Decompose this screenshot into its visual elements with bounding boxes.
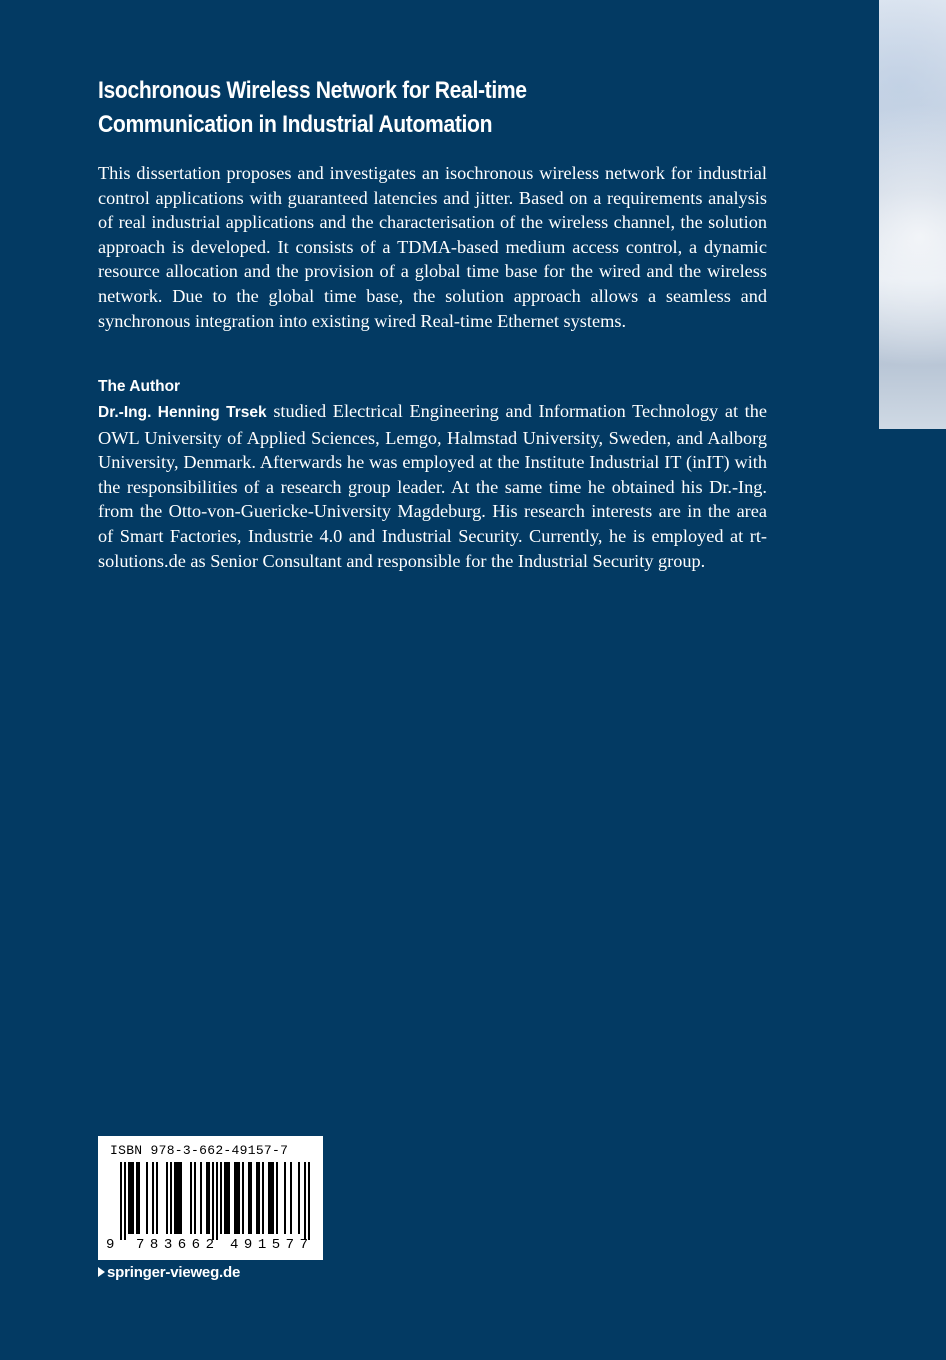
barcode-bar — [216, 1162, 218, 1240]
barcode-bar — [268, 1162, 270, 1234]
publisher-link[interactable] — [98, 1264, 240, 1281]
barcode-bar — [132, 1162, 134, 1234]
abstract-paragraph: This dissertation proposes and investigates an isochronous wireless network for industrial control applications with guaranteed latencies and jitter. Based on a requirements analysis of real industrial applications and the characterisation of the wireless channel, the solution approach is developed. It consists of a TDMA-based medium access control, a dynamic resource allocation and the provision of a global time base for the wired and the wireless network. Due to the global time base, the solution approach allows a seamless and synchronous integration into existing wired Real-time Ethernet systems. — [98, 163, 767, 331]
barcode-bar — [248, 1162, 250, 1234]
barcode-bar — [304, 1162, 306, 1240]
publisher-url: springer-vieweg.de — [107, 1264, 241, 1281]
barcode-bar — [124, 1162, 126, 1240]
barcode-bar — [220, 1162, 222, 1234]
barcode-bar — [138, 1162, 140, 1234]
barcode-bar — [234, 1162, 236, 1234]
barcode-bar — [152, 1162, 154, 1234]
barcode-bar — [226, 1162, 228, 1234]
barcode-bar — [238, 1162, 240, 1234]
barcode-bar — [174, 1162, 176, 1234]
barcode-bar — [128, 1162, 130, 1234]
book-title-line-2: Communication in Industrial Automation — [98, 111, 493, 138]
book-title-line-1: Isochronous Wireless Network for Real-time — [98, 77, 527, 104]
barcode-bar — [208, 1162, 210, 1234]
barcode-bar — [130, 1162, 132, 1234]
barcode-bar — [200, 1162, 202, 1234]
barcode-bar — [176, 1162, 178, 1234]
isbn-barcode — [98, 1136, 323, 1260]
barcode-bar — [236, 1162, 238, 1234]
barcode-bar — [290, 1162, 292, 1234]
barcode-bar — [166, 1162, 168, 1234]
barcode-bar — [212, 1162, 214, 1240]
barcode-bar — [156, 1162, 158, 1234]
barcode-bar — [206, 1162, 208, 1234]
barcode-bar — [258, 1162, 260, 1234]
barcode-bar — [298, 1162, 300, 1234]
barcode-right-digits: 491577 — [230, 1237, 308, 1253]
author-bio-paragraph — [98, 399, 767, 573]
barcode-bar — [262, 1162, 264, 1234]
barcode-bar — [250, 1162, 252, 1234]
barcode-bar — [170, 1162, 172, 1234]
barcode-bar — [120, 1162, 122, 1240]
author-name: Dr.-Ing. Henning Trsek — [98, 404, 267, 421]
barcode-bar — [136, 1162, 138, 1234]
barcode-bar — [180, 1162, 182, 1234]
barcode-first-digit: 9 — [106, 1237, 115, 1253]
barcode-bars — [120, 1162, 310, 1240]
barcode-bar — [242, 1162, 244, 1234]
barcode-bar — [276, 1162, 278, 1234]
book-title — [98, 74, 714, 142]
barcode-bar — [308, 1162, 310, 1240]
barcode-bar — [224, 1162, 226, 1234]
barcode-bar — [284, 1162, 286, 1234]
barcode-graphic — [98, 1136, 323, 1260]
barcode-bar — [272, 1162, 274, 1234]
isbn-label: ISBN 978-3-662-49157-7 — [110, 1143, 289, 1158]
cover-side-image — [879, 0, 946, 429]
author-heading: The Author — [98, 378, 181, 395]
arrow-right-icon — [98, 1267, 105, 1277]
barcode-bar — [270, 1162, 272, 1234]
barcode-bar — [178, 1162, 180, 1234]
barcode-left-digits: 783662 — [136, 1237, 214, 1253]
barcode-bar — [194, 1162, 196, 1234]
barcode-bar — [256, 1162, 258, 1234]
barcode-bar — [190, 1162, 192, 1234]
barcode-bar — [228, 1162, 230, 1234]
barcode-bar — [146, 1162, 148, 1234]
author-bio-text: studied Electrical Engineering and Information Technology at the OWL University of Applied Sciences, Lemgo, Halmstad University, Sweden, and Aalborg University, Denmark. Afterwards he was employed at the Institute Industrial IT (inIT) with the responsibilities of a research group leader. At the same time he obtained his Dr.-Ing. from the Otto-von-Guericke-University Magdeburg. His research interests are in the area of Smart Factories, Industrie 4.0 and Industrial Security. Currently, he is employed at rt-solutions.de as Senior Consultant and responsible for the Industrial Security group. — [98, 401, 768, 571]
